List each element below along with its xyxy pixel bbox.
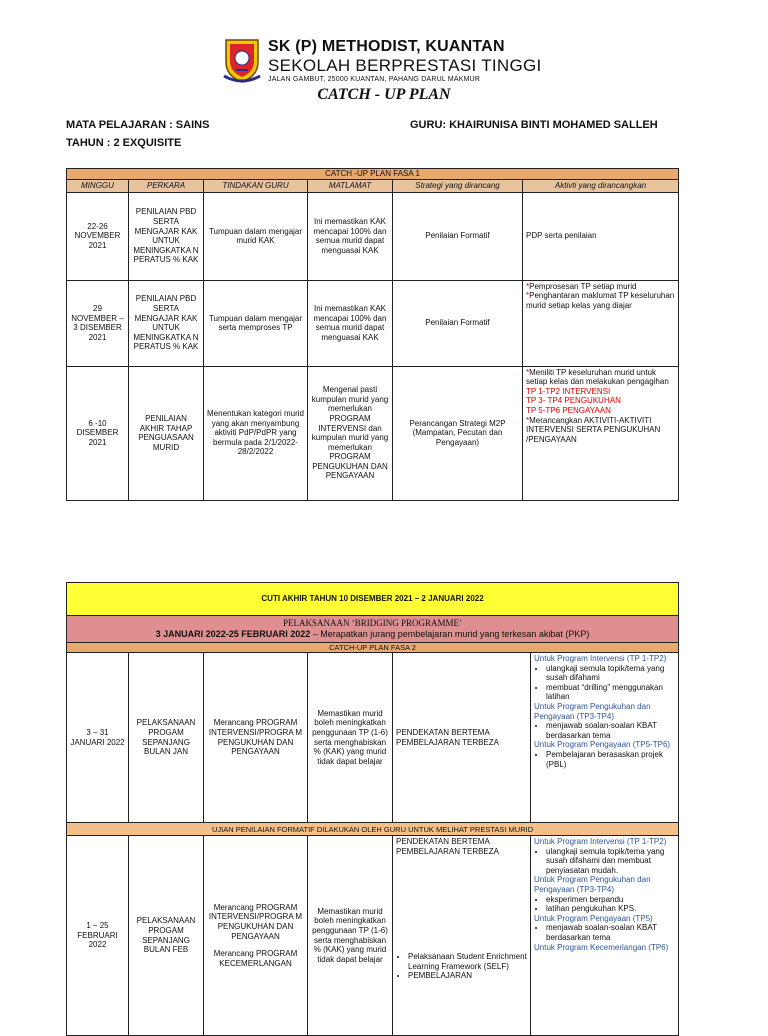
cell-tindakan: Tumpuan dalam mengajar serta memproses TP (204, 280, 308, 366)
list-item: • PEMBELAJARAN (408, 971, 527, 981)
bridging-title: PELAKSANAAN ‘BRIDGING PROGRAMME’ (283, 618, 463, 629)
cell-matlamat: Memastikan murid boleh meningkatkan penggunaan TP (1-6) serta menghabiskan % (KAK) yang murid tidak dapat belajar (308, 836, 393, 1036)
col-strategi: Strategi yang dirancang (393, 179, 523, 192)
year-label: TAHUN : 2 EXQUISITE (66, 137, 182, 149)
catchup-phase1-table (66, 168, 679, 501)
list-item: • membuat “drilling” menggunakan latihan (546, 683, 675, 702)
cell-minggu: 1 – 25 FEBRUARI 2022 (67, 836, 129, 1036)
prog-pengayaan-title: Untuk Program Pengayaan (TP5-TP6) (534, 740, 671, 750)
phase2-label: CATCH-UP PLAN FASA 2 (67, 643, 679, 653)
tp-pengayaan: TP 5-TP6 PENGAYAAN (526, 405, 611, 415)
prog-intervensi-title: Untuk Program Intervensi (TP 1-TP2) (534, 654, 667, 663)
ujian-banner: UJIAN PENILAIAN FORMATIF DILAKUKAN OLEH GURU UNTUK MELIHAT PRESTASI MURID (67, 823, 679, 836)
cell-aktiviti: PDP serta penilaian (523, 192, 679, 280)
table1-header-row (67, 179, 679, 192)
cell-perkara: PENILAIAN PBD SERTA MENGAJAR KAK UNTUK MENINGKATKA N PERATUS % KAK (129, 192, 204, 280)
aktiviti-item: *Meniliti TP keseluruhan murid untuk setiap kelas dan melakukan pengagihan (526, 367, 669, 387)
phase1-label: CATCH -UP PLAN FASA 1 (67, 169, 679, 180)
list-item: • menjawab soalan-soalan KBAT berdasarkan tema (546, 923, 675, 942)
star-mark: * (526, 367, 530, 377)
col-matlamat: MATLAMAT (308, 179, 393, 192)
bridging-banner (67, 616, 679, 643)
star-mark: * (526, 415, 530, 425)
prog-pengukuhan-title: Untuk Program Pengukuhan dan Pengayaan (TP3-TP4) (534, 875, 651, 894)
prog-pengukuhan-title: Untuk Program Pengukuhan dan Pengayaan (TP3-TP4) (534, 701, 651, 721)
catchup-phase2-table (66, 582, 679, 1036)
school-crest-icon (222, 36, 262, 84)
list-item: • Pembelajaran berasaskan projek (PBL) (546, 750, 675, 769)
tp-intervensi: TP 1-TP2 INTERVENSI (526, 386, 611, 396)
cell-aktiviti (523, 280, 679, 366)
col-aktiviti: Aktivti yang dirancangkan (523, 179, 679, 192)
table-row (67, 280, 679, 366)
cell-perkara: PENILAIAN AKHIR TAHAP PENGUASAAN MURID (129, 366, 204, 500)
tp-pengukuhan: TP 3- TP4 PENGUKUHAN (526, 396, 621, 406)
cell-matlamat: Mengenal pasti kumpulan murid yang memerlukan PROGRAM INTERVENSI dan kumpulan murid yang memerlukan PROGRAM PENGUKUHAN DAN PENGAYAAN (308, 366, 393, 500)
cell-aktiviti (531, 836, 679, 1036)
bridging-date: 3 JANUARI 2022-25 FEBRUARI 2022 (155, 629, 311, 639)
cell-strategi: PENDEKATAN BERTEMA PEMBELAJARAN TERBEZA • Pelaksanaan Student Enrichment Learning Framework (SELF) • PEMBELAJARAN (393, 836, 531, 1036)
list-item: • ulangkaji semula topik/tema yang susah difahami (546, 664, 675, 683)
list-item: • menjawab soalan-soalan KBAT berdasarkan tema (546, 721, 675, 740)
cell-tindakan: Merancang PROGRAM INTERVENSI/PROGRA M PENGUKUHAN DAN PENGAYAAN (204, 653, 308, 823)
cell-perkara: PENILAIAN PBD SERTA MENGAJAR KAK UNTUK MENINGKATKA N PERATUS % KAK (129, 280, 204, 366)
prog-intervensi-title: Untuk Program Intervensi (TP 1-TP2) (534, 837, 667, 846)
aktiviti-item: *Pemprosesan TP setiap murid (526, 281, 637, 291)
cell-strategi: Perancangan Strategi M2P (Mampatan, Pecutan dan Pengayaan) (393, 366, 523, 500)
teacher-label: GURU: KHAIRUNISA BINTI MOHAMED SALLEH (410, 119, 658, 131)
list-item: • eksperimen berpandu (546, 895, 675, 905)
cell-matlamat: Ini memastikan KAK mencapai 100% dan semua murid dapat menguasai KAK (308, 192, 393, 280)
cell-minggu: 22-26 NOVEMBER 2021 (67, 192, 129, 280)
prog-pengayaan-title: Untuk Program Pengayaan (TP5) (534, 913, 653, 923)
cuti-banner: CUTI AKHIR TAHUN 10 DISEMBER 2021 – 2 JANUARI 2022 (67, 583, 679, 616)
cell-minggu: 29 NOVEMBER – 3 DISEMBER 2021 (67, 280, 129, 366)
cell-matlamat: Ini memastikan KAK mencapai 100% dan semua murid dapat menguasai KAK (308, 280, 393, 366)
table-row (67, 192, 679, 280)
letterhead (0, 36, 768, 106)
cell-strategi: PENDEKATAN BERTEMA PEMBELAJARAN TERBEZA (393, 653, 531, 823)
cell-tindakan: Menentukan kategori murid yang akan menyambung aktiviti PdP/PdPR yang bermula pada 2/1/2022-28/2/2022 (204, 366, 308, 500)
star-mark: * (526, 291, 530, 301)
cell-minggu: 6 -10 DISEMBER 2021 (67, 366, 129, 500)
table-row (67, 836, 679, 1036)
school-address: JALAN GAMBUT, 25000 KUANTAN, PAHANG DARUL MAKMUR (268, 76, 481, 83)
bridging-desc: – Merapatkan jurang pembelajaran murid yang terkesan akibat (PKP) (310, 629, 590, 639)
aktiviti-item: *Merancangkan AKTIVITI-AKTIVITI INTERVENSI SERTA PENGUKUHAN /PENGAYAAN (526, 415, 661, 444)
list-item: • Pelaksanaan Student Enrichment Learning Framework (SELF) (408, 952, 527, 971)
cell-aktiviti (523, 366, 679, 500)
cell-matlamat: Memastikan murid boleh meningkatkan penggunaan TP (1-6) serta menghabiskan % (KAK) yang murid tidak dapat belajar (308, 653, 393, 823)
table-row (67, 366, 679, 500)
cell-aktiviti (531, 653, 679, 823)
aktiviti-item: *Penghantaran maklumat TP keseluruhan murid setiap kelas yang diajar (526, 291, 675, 310)
star-mark: * (526, 281, 530, 291)
school-tagline: SEKOLAH BERPRESTASI TINGGI (268, 56, 542, 75)
col-tindakan: TINDAKAN GURU (204, 179, 308, 192)
school-name: SK (P) METHODIST, KUANTAN (268, 38, 505, 55)
plan-title: CATCH - UP PLAN (317, 86, 451, 103)
cell-strategi: Penilaian Formatif (393, 192, 523, 280)
cell-perkara: PELAKSANAAN PROGAM SEPANJANG BULAN JAN (129, 653, 204, 823)
col-minggu: MINGGU (67, 179, 129, 192)
col-perkara: PERKARA (129, 179, 204, 192)
cell-strategi: Penilaian Formatif (393, 280, 523, 366)
subject-label: MATA PELAJARAN : SAINS (66, 119, 210, 131)
prog-kecemerlangan-title: Untuk Program Kecemerlangan (TP6) (534, 942, 669, 952)
table-row (67, 653, 679, 823)
list-item: • ulangkaji semula topik/tema yang susah difahami dan membuat penyiasatan mudah. (546, 847, 675, 876)
list-item: • latihan pengukuhan KPS. (546, 904, 675, 914)
cell-perkara: PELAKSANAAN PROGAM SEPANJANG BULAN FEB (129, 836, 204, 1036)
cell-tindakan: Merancang PROGRAM INTERVENSI/PROGRA M PENGUKUHAN DAN PENGAYAAN Merancang PROGRAM KECEMERLANGAN (204, 836, 308, 1036)
cell-tindakan: Tumpuan dalam mengajar murid KAK (204, 192, 308, 280)
cell-minggu: 3 – 31 JANUARI 2022 (67, 653, 129, 823)
